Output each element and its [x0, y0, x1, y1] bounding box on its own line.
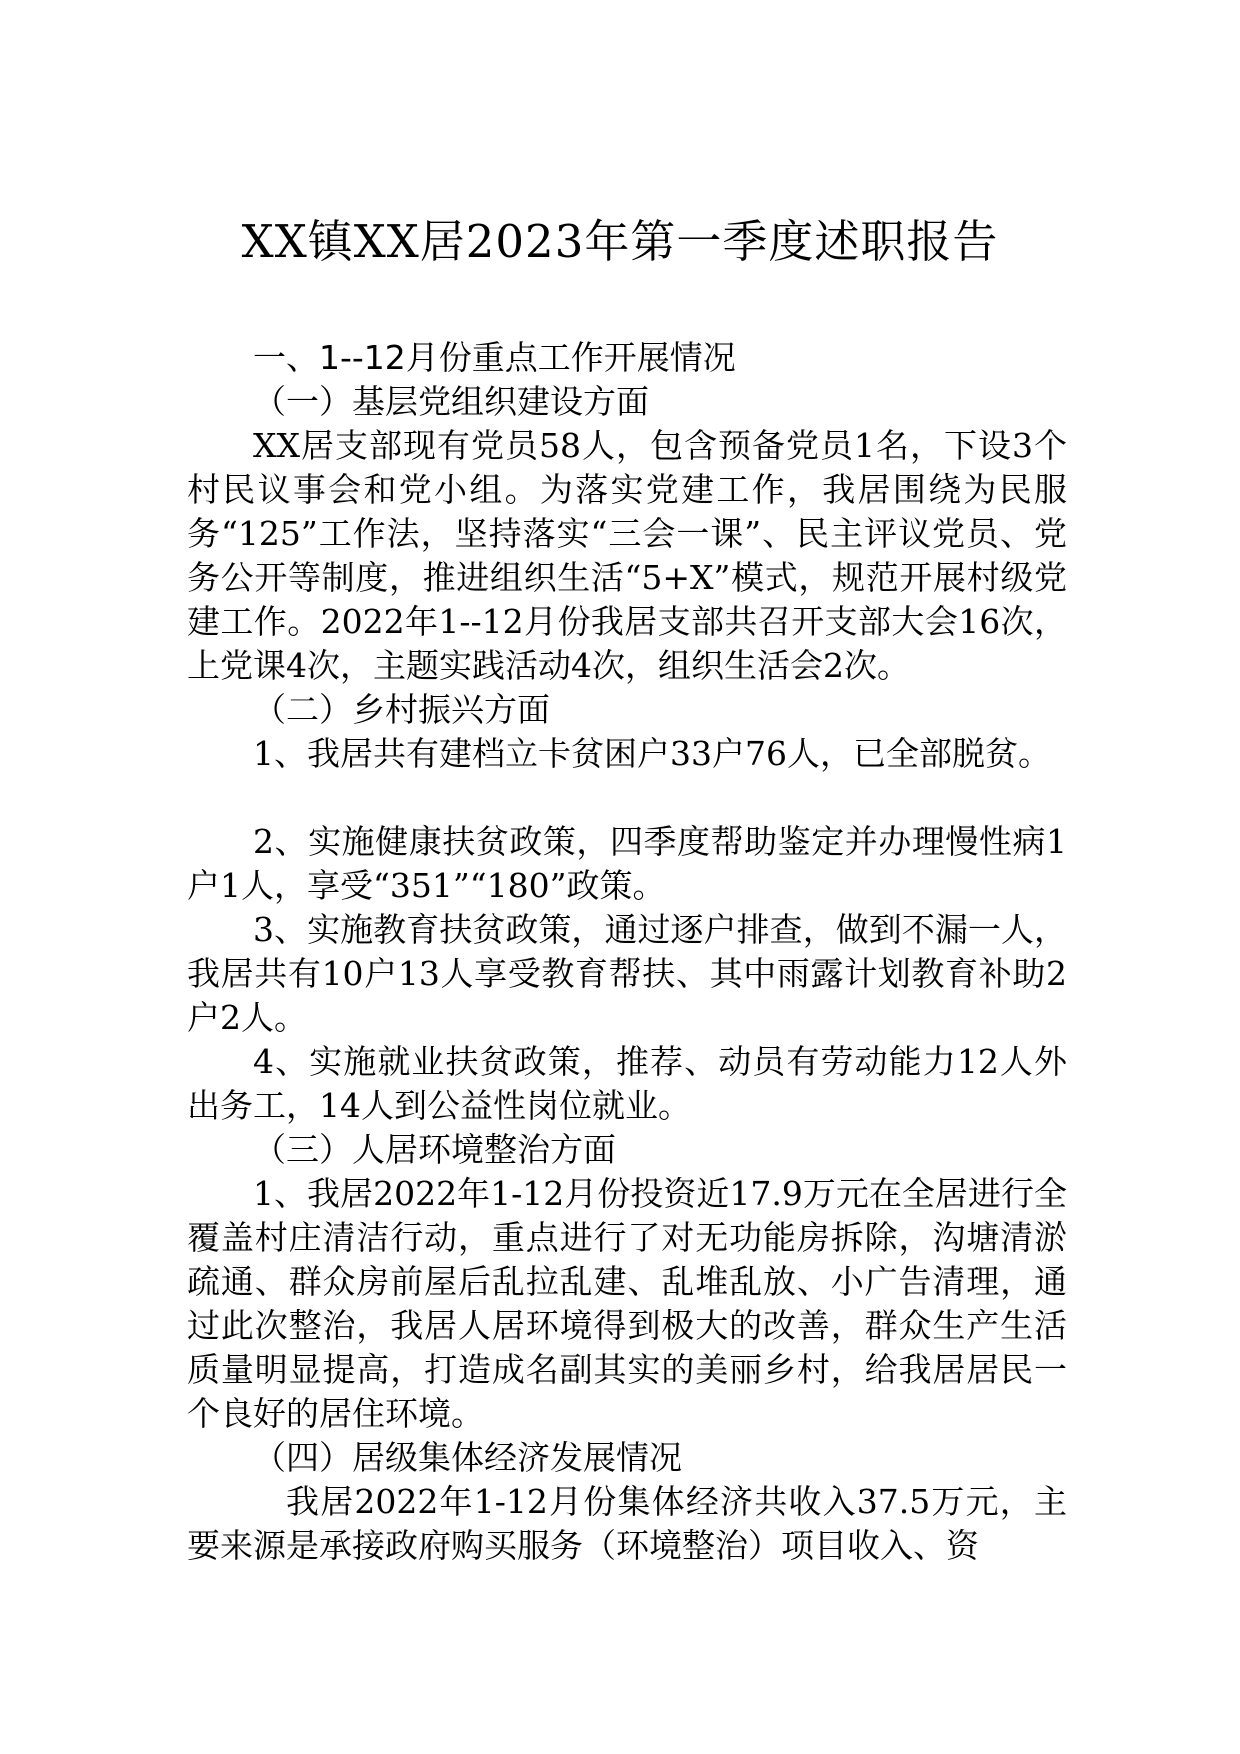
paragraph-employment-poverty-policy: 4、实施就业扶贫政策，推荐、动员有劳动能力12人外出务工，14人到公益性岗位就业。 — [187, 1042, 1067, 1125]
paragraph-health-poverty-policy: 2、实施健康扶贫政策，四季度帮助鉴定并办理慢性病1户1人，享受“351”“180”政策。 — [187, 822, 1067, 905]
subsection-heading-party-building: （一）基层党组织建设方面 — [253, 382, 649, 421]
subsection-heading-rural-revitalization: （二）乡村振兴方面 — [253, 690, 550, 729]
paragraph-environment-cleanup: 1、我居2022年1-12月份投资近17.9万元在全居进行全覆盖村庄清洁行动，重点进行了对无功能房拆除，沟塘清淤疏通、群众房前屋后乱拉乱建、乱堆乱放、小广告清理，通过此次整治，我居人居环境得到极大的改善，群众生产生活质量明显提高，打造成名副其实的美丽乡村，给我居居民一个良好的居住环境。 — [187, 1174, 1067, 1433]
subsection-heading-living-environment: （三）人居环境整治方面 — [253, 1130, 616, 1169]
paragraph-poverty-households: 1、我居共有建档立卡贫困户33户76人，已全部脱贫。 — [253, 734, 1051, 773]
paragraph-collective-economy: 我居2022年1-12月份集体经济共收入37.5万元，主要来源是承接政府购买服务（环境整治）项目收入、资 — [187, 1482, 1067, 1565]
document-body — [187, 336, 1067, 1568]
paragraph-party-building: XX居支部现有党员58人，包含预备党员1名，下设3个村民议事会和党小组。为落实党建工作，我居围绕为民服务“125”工作法，坚持落实“三会一课”、民主评议党员、党务公开等制度，推进组织生活“5+X”模式，规范开展村级党建工作。2022年1--12月份我居支部共召开支部大会16次，上党课4次，主题实践活动4次，组织生活会2次。 — [187, 426, 1067, 685]
subsection-heading-collective-economy: （四）居级集体经济发展情况 — [253, 1438, 682, 1477]
section-heading-1: 一、1--12月份重点工作开展情况 — [253, 338, 736, 377]
document-title: XX镇XX居2023年第一季度述职报告 — [241, 215, 999, 268]
paragraph-education-poverty-policy: 3、实施教育扶贫政策，通过逐户排查，做到不漏一人，我居共有10户13人享受教育帮扶、其中雨露计划教育补助2户2人。 — [187, 910, 1067, 1037]
